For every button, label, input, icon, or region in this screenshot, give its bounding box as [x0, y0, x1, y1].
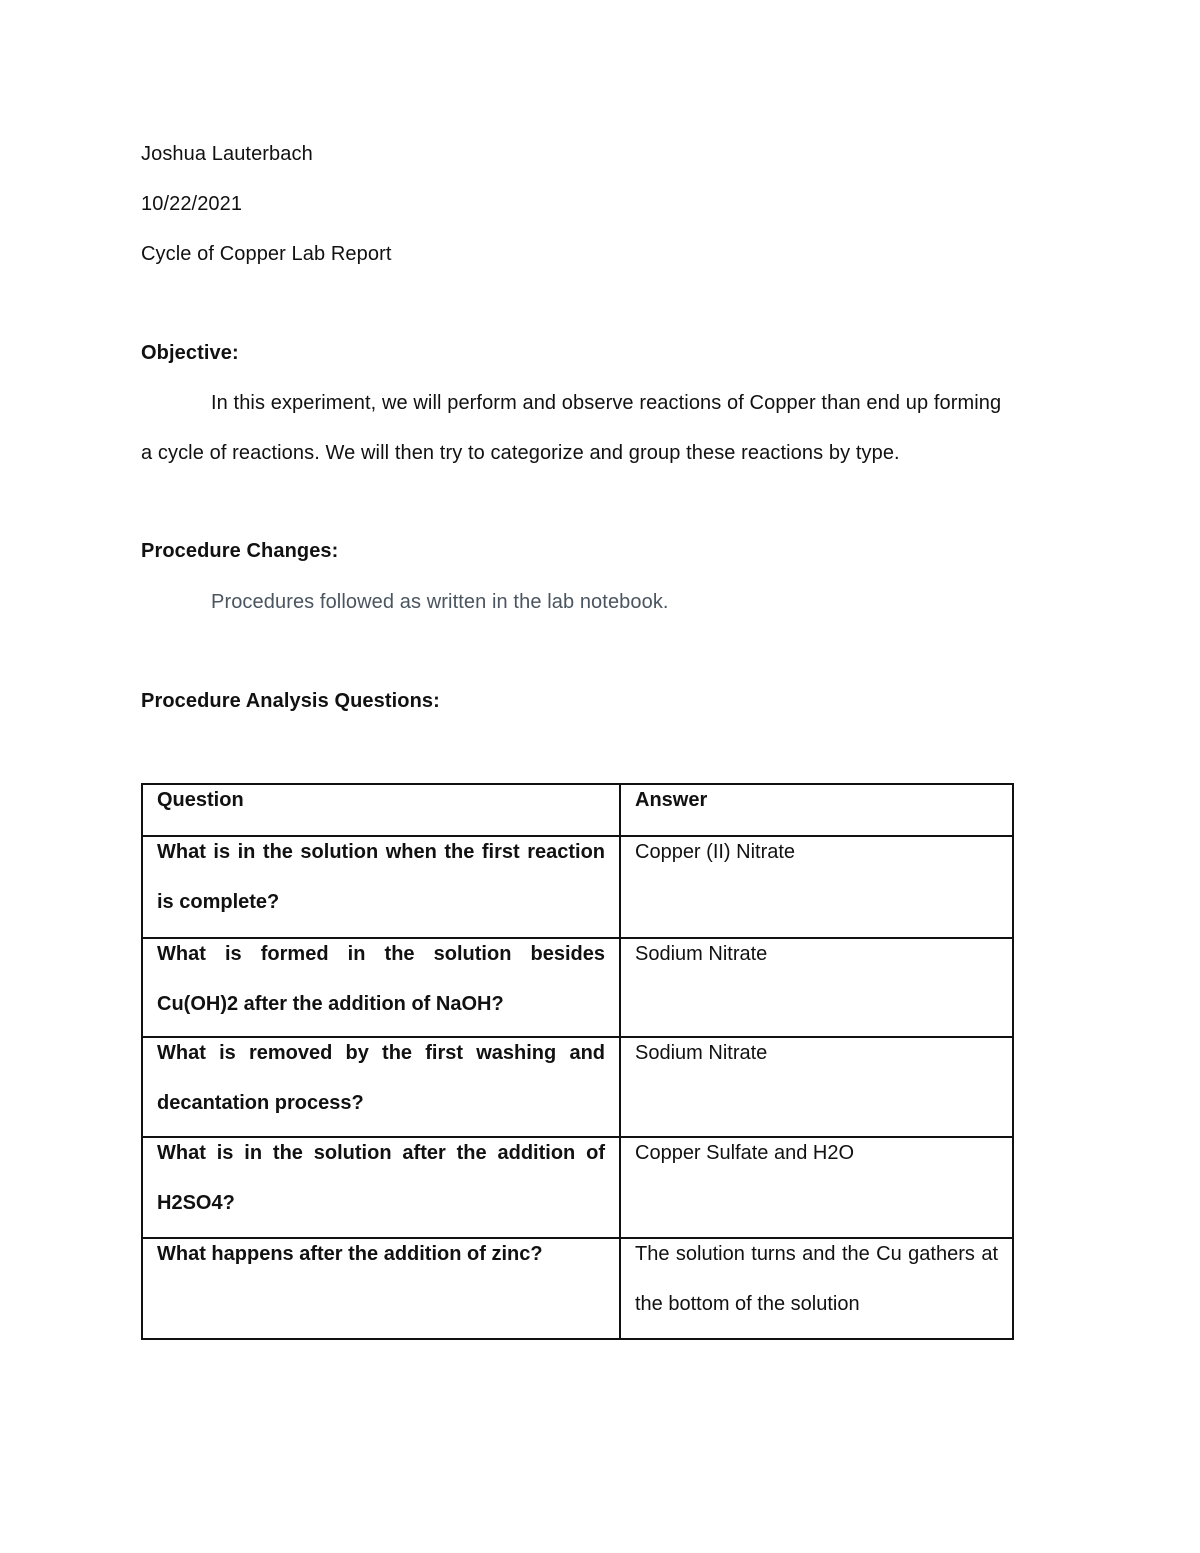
procedure-changes-heading: Procedure Changes: [141, 540, 339, 562]
question-cell [142, 1238, 620, 1339]
answer-cell [620, 938, 1013, 1037]
procedure-changes-text: Procedures followed as written in the lab notebook. [211, 591, 669, 613]
table-row [142, 836, 1013, 938]
author-name: Joshua Lauterbach [141, 143, 313, 165]
question-cell [142, 938, 620, 1037]
table-row [142, 1037, 1013, 1137]
table-row [142, 1238, 1013, 1339]
analysis-table [141, 783, 1014, 1340]
answer-cell [620, 836, 1013, 938]
answer-text: Sodium Nitrate [635, 943, 768, 965]
answer-text: Copper Sulfate and H2O [635, 1142, 855, 1164]
answer-column-header: Answer [635, 789, 708, 811]
question-text: What is formed in the solution besides Cu(OH)2 after the addition of NaOH? [157, 943, 605, 1015]
report-date: 10/22/2021 [141, 193, 243, 215]
table-row [142, 938, 1013, 1037]
question-text: What happens after the addition of zinc? [157, 1243, 543, 1265]
table-row [142, 1137, 1013, 1238]
question-column-header: Question [157, 789, 244, 811]
question-cell [142, 1037, 620, 1137]
report-title: Cycle of Copper Lab Report [141, 243, 392, 265]
answer-text: Copper (II) Nitrate [635, 841, 796, 863]
objective-text-line-2: a cycle of reactions. We will then try to categorize and group these reactions by type. [141, 442, 900, 464]
question-text: What is in the solution when the first reaction is complete? [157, 841, 605, 913]
answer-cell [620, 1137, 1013, 1238]
objective-text-line-1: In this experiment, we will perform and observe reactions of Copper than end up forming [211, 392, 1002, 414]
question-cell [142, 1137, 620, 1238]
analysis-heading: Procedure Analysis Questions: [141, 690, 440, 712]
answer-cell [620, 1037, 1013, 1137]
question-text: What is removed by the first washing and decantation process? [157, 1042, 605, 1114]
answer-text: The solution turns and the Cu gathers at the bottom of the solution [635, 1243, 998, 1315]
question-text: What is in the solution after the addition of H2SO4? [157, 1142, 605, 1214]
answer-cell [620, 1238, 1013, 1339]
answer-text: Sodium Nitrate [635, 1042, 768, 1064]
objective-heading: Objective: [141, 342, 239, 364]
question-cell [142, 836, 620, 938]
